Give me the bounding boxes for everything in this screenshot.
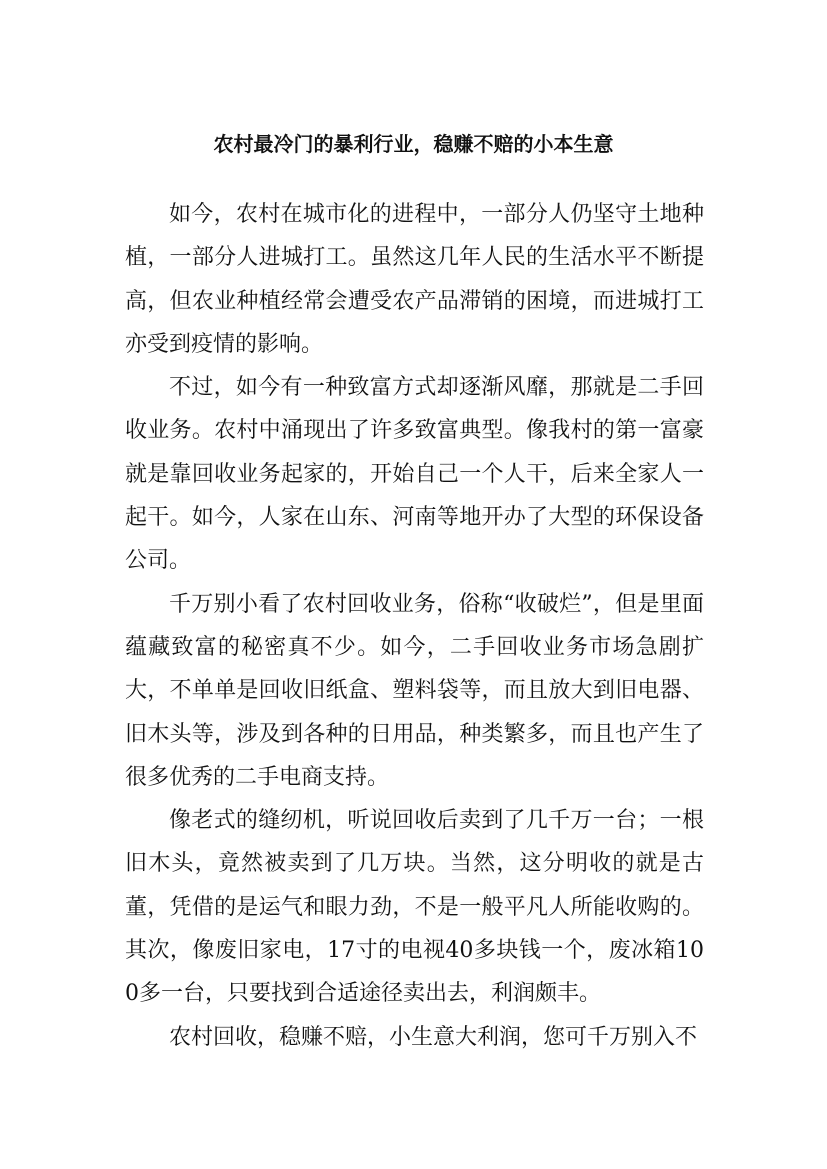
paragraph-2: 不过，如今有一种致富方式却逐渐风靡，那就是二手回收业务。农村中涌现出了许多致富典型。像我村的第一富豪就是靠回收业务起家的，开始自己一个人干，后来全家人一起干。如今，人家在山东、河南等地开办了大型的环保设备公司。 bbox=[125, 375, 704, 574]
document-body bbox=[125, 193, 704, 1059]
document-title: 农村最冷门的暴利行业，稳赚不赔的小本生意 bbox=[213, 132, 614, 156]
paragraph-5: 农村回收，稳赚不赔，小生意大利润，您可千万别入不 bbox=[169, 1024, 698, 1050]
paragraph-1: 如今，农村在城市化的进程中，一部分人仍坚守土地种植，一部分人进城打工。虽然这几年人民的生活水平不断提高，但农业种植经常会遭受农产品滞销的困境，而进城打工亦受到疫情的影响。 bbox=[125, 202, 704, 357]
paragraph-3: 千万别小看了农村回收业务，俗称“收破烂”，但是里面蕴藏致富的秘密真不少。如今，二手回收业务市场急剧扩大，不单单是回收旧纸盒、塑料袋等，而且放大到旧电器、旧木头等，涉及到各种的日用品，种类繁多，而且也产生了很多优秀的二手电商支持。 bbox=[125, 591, 704, 790]
paragraph-4: 像老式的缝纫机，听说回收后卖到了几千万一台；一根旧木头，竟然被卖到了几万块。当然，这分明收的就是古董，凭借的是运气和眼力劲，不是一般平凡人所能收购的。其次，像废旧家电，17寸的电视40多块钱一个，废冰箱100多一台，只要找到合适途径卖出去，利润颇丰。 bbox=[125, 808, 704, 1007]
